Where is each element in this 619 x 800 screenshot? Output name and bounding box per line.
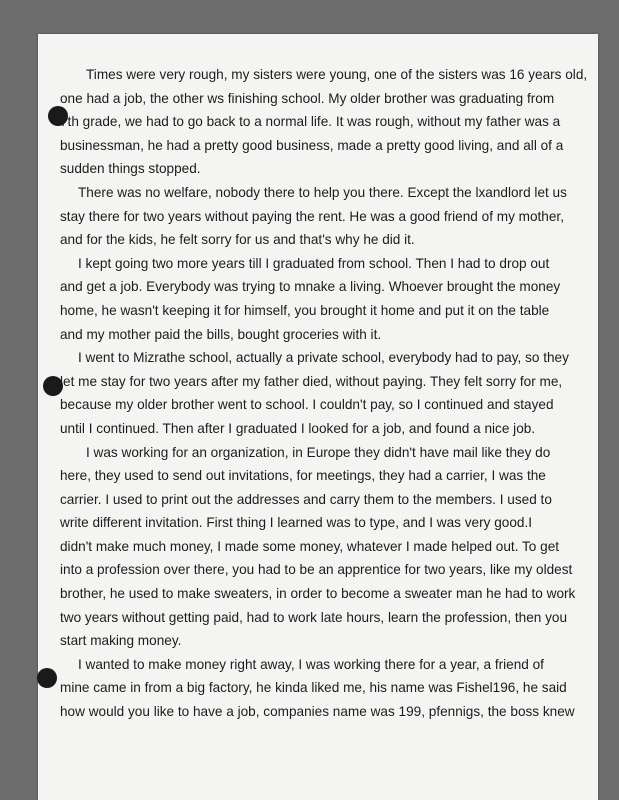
text-line: Times were very rough, my sisters were young, one of the sisters was 16 years old, [86, 67, 588, 82]
text-line: two years without getting paid, had to work late hours, learn the profession, then you [60, 609, 568, 625]
text-line: brother, he used to make sweaters, in order to become a sweater man he had to work [60, 586, 576, 602]
text-line: write different invitation. First thing I learned was to type, and I was very good.I [60, 515, 532, 531]
text-line: didn't make much money, I made some money, whatever I made helped out. To get [60, 538, 560, 554]
text-line: here, they used to send out invitations, for meetings, they had a carrier, I was the [60, 468, 546, 484]
text-line: I kept going two more years till I graduated from school. Then I had to drop out [78, 255, 550, 271]
text-line: carrier. I used to print out the addresses and carry them to the members. I used to [60, 491, 552, 507]
text-line: 7th grade, we had to go back to a normal life. It was rough, without my father was a [60, 114, 561, 130]
text-line: I wanted to make money right away, I was working there for a year, a friend of [78, 656, 544, 672]
text-line: let me stay for two years after my father died, without paying. They felt sorry for me, [60, 373, 563, 389]
text-line: start making money. [60, 633, 182, 649]
text-line: There was no welfare, nobody there to help you there. Except the lxandlord let us [78, 184, 567, 200]
text-line: stay there for two years without paying the rent. He was a good friend of my mother, [60, 208, 564, 224]
text-line: mine came in from a big factory, he kinda liked me, his name was Fishel196, he said [60, 680, 567, 696]
text-line: home, he wasn't keeping it for himself, you brought it home and put it on the table [60, 302, 550, 318]
text-line: into a profession over there, you had to be an apprentice for two years, like my oldest [60, 562, 573, 578]
text-line: businessman, he had a pretty good business, made a pretty good living, and all of a [60, 137, 564, 153]
text-line: how would you like to have a job, companies name was 199, pfennigs, the boss knew [60, 704, 575, 720]
punch-hole-bottom [37, 668, 57, 688]
text-line: because my older brother went to school. I couldn't pay, so I continued and stayed [60, 397, 554, 413]
text-line: and get a job. Everybody was trying to mnake a living. Whoever brought the money [60, 279, 561, 295]
text-line: I went to Mizrathe school, actually a private school, everybody had to pay, so they [78, 350, 569, 366]
document-body [60, 63, 588, 724]
text-line: and my mother paid the bills, bought groceries with it. [60, 326, 382, 342]
text-line: one had a job, the other ws finishing school. My older brother was graduating from [60, 90, 555, 106]
text-line: I was working for an organization, in Europe they didn't have mail like they do [86, 444, 551, 460]
text-line: until I continued. Then after I graduated I looked for a job, and found a nice job. [60, 420, 536, 436]
text-line: and for the kids, he felt sorry for us and that's why he did it. [60, 232, 415, 248]
text-line: sudden things stopped. [60, 161, 201, 177]
